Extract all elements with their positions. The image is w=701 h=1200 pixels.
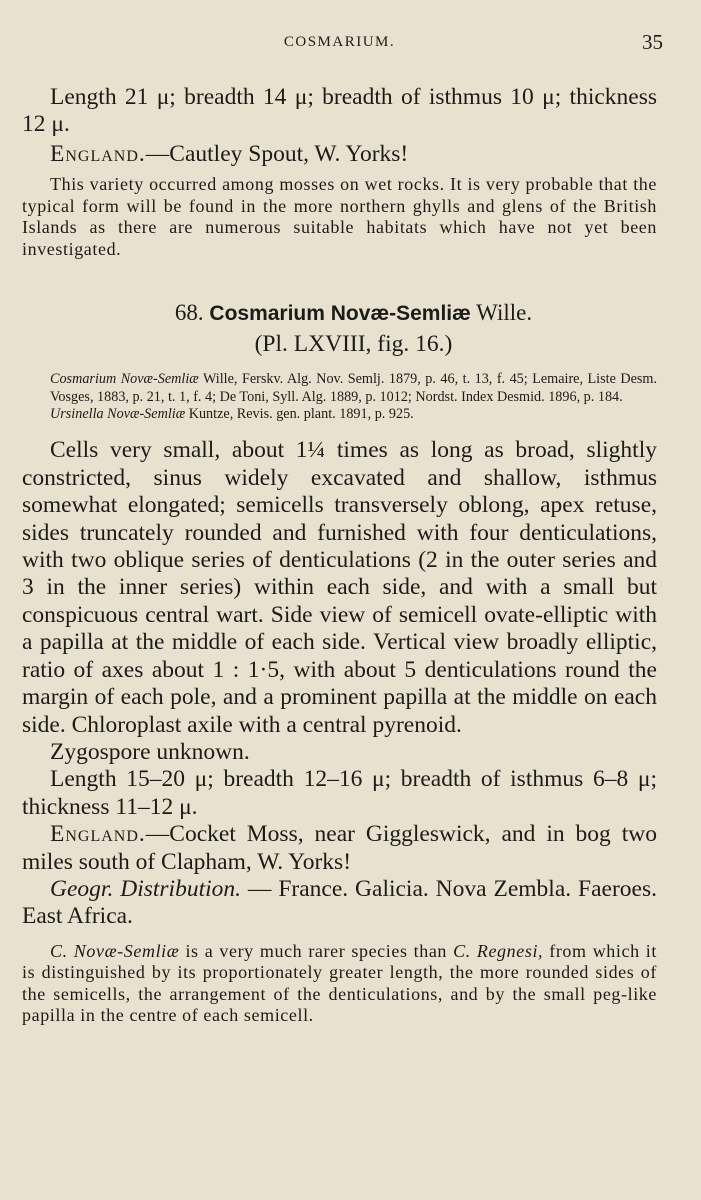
locality-text: —Cautley Spout, W. Yorks!: [145, 140, 409, 167]
variety-locality: [22, 141, 657, 168]
synonym-citation: Wille, Ferskv. Alg. Nov. Semlj. 1879, p. 46, t. 13, f. 45; Lemaire, Liste Desm. Vosges, 1883, p. 21, t. 1, f. 4; De Toni, Syll. Alg. 1889, p. 1012; Nordst. Index Desmid. 1896, p. 184.: [50, 371, 657, 405]
variety-note: This variety occurred among mosses on wet rocks. It is very probable that the typical form will be found in the more northern ghylls and glens of the British Islands as there are numerous suitable habitats which have not yet been investigated.: [22, 174, 657, 259]
synonymy: [22, 371, 657, 423]
note-compared-species: C. Regnesi,: [453, 940, 544, 961]
species-heading: [50, 298, 657, 329]
comparison-note: [22, 941, 657, 1027]
synonym-entry: [50, 406, 657, 423]
page-number: 35: [642, 30, 663, 54]
locality-text: —Cocket Moss, near Giggleswick, and in bog two miles south of Clapham, W. Yorks!: [22, 821, 657, 875]
plate-reference: (Pl. LXVIII, fig. 16.): [254, 331, 453, 358]
species-number: 68.: [174, 300, 204, 326]
page-header: [22, 0, 663, 62]
description-start: Cells very small, about 1: [50, 437, 308, 464]
synonym-entry: [50, 371, 657, 406]
note-text: from which it is distinguished by its proportionately greater length, the more rounded sides of the semicells, the arrangement of the denticulations, and by the small peg-like papilla in the centre of each semicell.: [22, 940, 657, 1026]
synonym-name: Cosmarium Novæ-Semliæ: [50, 371, 199, 388]
distribution-text: — France. Galicia. Nova Zembla. Faeroes. East Africa.: [22, 875, 657, 930]
locality-label: England.: [50, 140, 146, 167]
species-locality: [22, 821, 657, 876]
synonym-name: Ursinella Novæ-Semliæ: [50, 406, 186, 423]
note-text: is a very much rarer species than: [179, 940, 454, 961]
running-title: COSMARIUM.: [283, 34, 396, 50]
locality-label: England.: [50, 821, 146, 848]
variety-measurements: Length 21 μ; breadth 14 μ; breadth of isthmus 10 μ; thickness 12 μ.: [22, 84, 657, 138]
description-body: times as long as broad, slightly constricted, sinus widely excavated and shallow, isthmus somewhat elongated; semicells transversely oblong, apex retuse, sides truncately rounded and furnished with four denticulations, with two oblique series of denticulations (2 in the outer series and 3 in the inner series) within each side, and with a small but conspicuous central wart. Side view of semicell ovate-elliptic with a papilla at the middle of each side. Vertical view broadly elliptic, ratio of axes about 1 : 1·5, with about 5 denticulations round the margin of each pole, and a prominent papilla at the middle on each side. Chloroplast axile with a central pyrenoid.: [22, 437, 657, 738]
note-species-name: C. Novæ-Semliæ: [50, 940, 180, 961]
species-author: Wille.: [476, 300, 533, 326]
zygospore-statement: Zygospore unknown.: [50, 738, 250, 765]
distribution-label: Geogr. Distribution.: [50, 875, 242, 902]
geographic-distribution: [22, 876, 657, 931]
species-name: Cosmarium Novæ-Semliæ: [209, 302, 471, 326]
species-heading-block: [22, 298, 657, 359]
description-fraction: ¼: [307, 437, 326, 464]
species-measurements: Length 15–20 μ; breadth 12–16 μ; breadth of isthmus 6–8 μ; thickness 11–12 μ.: [22, 766, 657, 820]
synonym-citation: Kuntze, Revis. gen. plant. 1891, p. 925.: [188, 406, 414, 423]
species-description: [22, 437, 657, 738]
